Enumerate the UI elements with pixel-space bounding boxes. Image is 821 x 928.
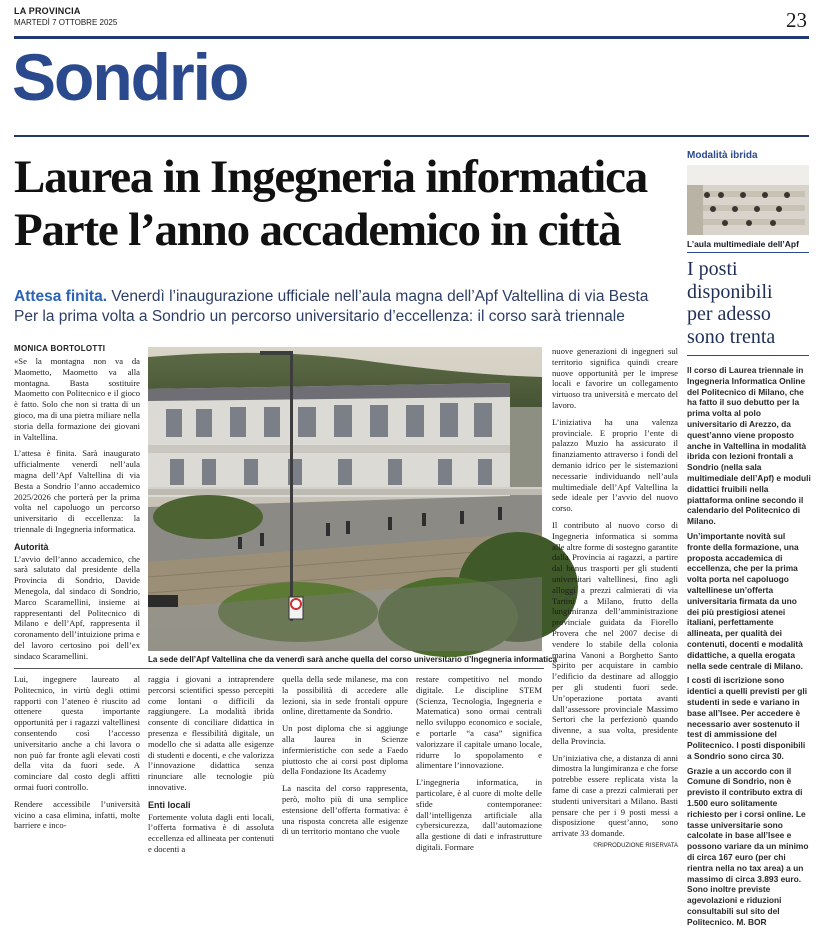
photo-divider (14, 668, 544, 669)
byline: MONICA BORTOLOTTI (14, 344, 106, 353)
sidebar-paragraph: Il corso di Laurea triennale in Ingegneria Informatica Online del Politecnico di Milano, che ha fatto il suo debutto per la prima volta al polo universitario di Arezzo, da quest’anno viene proposto anche in Valtellina in modalità ibrida con lezioni frontali a Sondrio (nella sala multimediale dell’Apf) e moduli didattici fruibili nella piattaforma online secondo il calendario del Politecnico di Milano. (687, 365, 811, 527)
article-paragraph: Rendere accessibile l’università vicino a casa elimina, infatti, molte barriere e inco- (14, 798, 140, 831)
headline-line-1: Laurea in Ingegneria informatica (14, 151, 648, 203)
sidebar-rule (687, 355, 809, 356)
article-paragraph: L’attesa è finita. Sarà inaugurato ufficialmente venerdì nell’aula magna dell’Apf Valtellina di via Besta a Sondrio l’anno accademico 2025/2026 che porterà per la prima volta nel capoluogo un percorso universitario di eccellenza: la triennale di Ingegneria informatica. (14, 448, 140, 534)
section-title: Sondrio (12, 40, 248, 114)
sidebar-paragraph: I costi di iscrizione sono identici a quelli previsti per gli studenti in sede e variano in base all’Isee. Per accedere è necessario aver sostenuto il test di ammissione del Politecnico. I posti disponibili a Sondrio sono circa 30. (687, 675, 808, 761)
sidebar-headline-line: sono trenta (687, 325, 776, 348)
article-paragraph: «Se la montagna non va da Maometto, Maometto va alla montagna. Basta sostituire Maometto con Politecnico e il gioco è fatto. Solo che non si tratta di un gioco, ma di una pietra miliare nella storia della formazione dei giovani in Valtellina. (14, 356, 140, 442)
headline-line-2: Parte l’anno accademico in città (14, 204, 621, 256)
photo-caption: La sede dell’Apf Valtellina che da venerdì sarà anche quella del corso universitario d’Ingegneria informatica (148, 655, 558, 664)
sidebar-headline-line: disponibili (687, 280, 773, 303)
sidebar-paragraph: Grazie a un accordo con il Comune di Sondrio, non è previsto il contributo extra di 1.500 euro solitamente richiesto per i corsi online. Le tasse universitarie sono calcolate in base all’Isee e possono variare da un minimo di circa 167 euro (per chi rientra nella no tax area) a un massimo di circa 3.893 euro. Sono inoltre previste agevolazioni e riduzioni consultabili sul sito del Politecnico. M. BOR (687, 765, 809, 927)
article-paragraph: Fortemente voluta dagli enti locali, l’offerta formativa è di assoluta eccellenza ed allineata per contenuti e docenti a (148, 811, 274, 854)
article-subheading: Autorità (14, 541, 49, 552)
issue-date: MARTEDÌ 7 OTTOBRE 2025 (14, 18, 118, 27)
sidebar-kicker: Modalità ibrida (687, 150, 758, 161)
building-photo (148, 347, 542, 651)
article-column-3-lower (282, 674, 408, 837)
article-paragraph: La nascita del corso rappresenta, però, molto più di una semplice estensione dell’offerta formativa: è una risposta concreta alle esigenze di un territorio montano che vuole (282, 783, 408, 837)
subheadline-line-1 (14, 288, 648, 306)
newspaper-name: LA PROVINCIA (14, 6, 81, 16)
sidebar-headline (687, 258, 811, 348)
sidebar-body (687, 365, 811, 928)
article-paragraph: restare competitivo nel mondo digitale. Le discipline STEM (Scienza, Tecnologia, Ingegneria e Matematica) sono ormai centrali nello sviluppo economico e sociale, e portarle “a casa” significa valorizzare il capitale umano locale, ridurre lo spopolamento e alimentare l’innovazione. (416, 674, 542, 771)
article-paragraph: Il contributo al nuovo corso di Ingegneria informatica si somma alle altre forme di sostegno garantite dalla Provincia ai ragazzi, a partire dal bonus trasporti per gli studenti universitari valtellinesi, fino agli alloggi a prezzi calmierati di via Tartini a Milano, frutto della lungimiranza dell’amministrazione provinciale guidata da Fiorello Provera che nel 2007 decise di vendere lo stabile della colonia marina Vanoni a Borghetto Santo Spirito per acquistare in cambio l’edificio da destinare ad alloggio per gli studenti fuori sede. Un’operazione portata avanti dall’assessore provinciale Massimo Sertori che la perfezionò quando divenne, a sua volta, presidente della Provincia. (552, 519, 678, 746)
article-paragraph: L’iniziativa ha una valenza provinciale. E proprio l’ente di palazzo Muzio ha assicurato il finanziamento attraverso i fondi del demanio idrico per le sistemazioni necessarie individuando nell’aula multimediale dell’Apf Valtellina la sede ideale per l’avvio del nuovo corso. (552, 416, 678, 514)
header-rule (14, 36, 809, 39)
sidebar-headline-line: I posti (687, 258, 738, 280)
article-column-1-lower (14, 674, 140, 831)
classroom-photo (687, 165, 809, 235)
sidebar-rule (687, 252, 809, 253)
article-column-4-lower (416, 674, 542, 853)
sidebar-headline-line: per adesso (687, 303, 771, 325)
article-paragraph: quella della sede milanese, ma con la possibilità di accedere alle lezioni, sia in sede frontali oppure online, direttamente da Sondrio. (282, 674, 408, 717)
subheadline-kicker: Attesa finita. (14, 288, 108, 305)
article-paragraph: raggia i giovani a intraprendere percorsi scientifici spesso percepiti come lontani o difficili da raggiungere. La modalità ibrida consente di conciliare didattica in presenza e flessibilità digitale, un modello che si adatta alle esigenze di studenti e docenti, e che valorizza l’innovazione didattica senza rinunciare alle tecnologie più innovative. (148, 674, 274, 792)
copyright-note: ©RIPRODUZIONE RISERVATA (593, 843, 678, 850)
article-column-1 (14, 356, 140, 662)
article-paragraph: L’avvio dell’anno accademico, che sarà salutato dal presidente della Provincia di Sondrio, Davide Menegola, dal sindaco di Sondrio, Marco Scaramellini, insieme ai rappresentanti del Politecnico di Milano e dell’Apf, rappresenta il coronamento dell’intuizione prima e del lavoro certosino poi dell’ex sindaco Scaramellini. (14, 553, 140, 661)
subheadline-text-1: Venerdì l’inaugurazione ufficiale nell’aula magna dell’Apf Valtellina di via Besta (111, 288, 649, 305)
sidebar-photo-caption: L’aula multimediale dell’Apf (687, 239, 799, 249)
article-paragraph: Lui, ingegnere laureato al Politecnico, in virtù degli ottimi rapporti con l’ateneo è riuscito ad ottenere questa importante opportunità per i ragazzi valtellinesi consentendo così l’accesso universitario anche a chi lavora o non può far fronte agli elevati costi della vita da fuori sede. A cominciare dal costo degli affitti ormai fuori controllo. (14, 674, 140, 792)
subheadline-line-2: Per la prima volta a Sondrio un percorso universitario d’eccellenza: il corso sarà triennale (14, 308, 625, 325)
article-column-5 (552, 346, 678, 852)
article-paragraph: Un post diploma che si aggiunge alla laurea in Scienze infermieristiche con sede a Faedo piuttosto che ai corsi post diploma della Fondazione Its Academy (282, 723, 408, 777)
article-subheading: Enti locali (148, 799, 191, 810)
article-paragraph: nuove generazioni di ingegneri sul territorio significa quindi creare nuove opportunità per le imprese locali e favorire un collegamento virtuoso tra università e mercato del lavoro. (552, 346, 678, 410)
section-rule (14, 135, 809, 137)
article-column-2-lower (148, 674, 274, 855)
article-paragraph: L’ingegneria informatica, in particolare, è al cuore di molte delle sfide contemporanee: dall’intelligenza artificiale alla cybersicurezza, dall’automazione alla gestione di dati e infrastrutture digitali. Formare (416, 777, 542, 852)
page-number: 23 (786, 8, 807, 32)
article-paragraph: Un’iniziativa che, a distanza di anni dimostra la lungimiranza e che forse potrebbe essere replicata vista la fame di case a prezzi calmierati per studenti universitari a Milano. Basti pensare che per i 9 posti messi a disposizione quest’anno, sono arrivate 33 domande. (552, 752, 678, 839)
sidebar-paragraph: Un’importante novità sul fronte della formazione, una proposta accademica di eccellenza, che per la prima volta porta nel capoluogo valtellinese un’offerta universitaria firmata da uno dei più prestigiosi atenei italiani, perfettamente allineata, per qualità dei contenuti, docenti e modalità didattiche, a quella erogata nella sede centrale di Milano. (687, 530, 803, 671)
